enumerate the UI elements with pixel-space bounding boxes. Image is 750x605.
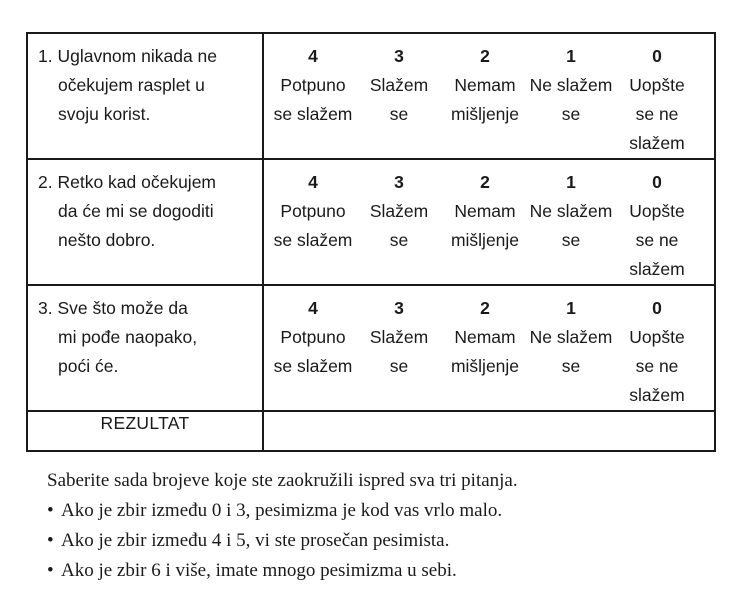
pessimism-survey-table: [26, 32, 716, 452]
option-score: 3: [394, 172, 404, 192]
option-label: Potpuno se slažem: [273, 201, 353, 250]
bullet-icon: •: [47, 500, 54, 521]
question-row: [27, 285, 715, 411]
answer-option-2[interactable]: [442, 294, 528, 410]
question-text-line: 3. Sve što može da: [38, 298, 188, 318]
answer-options-cell: [263, 159, 715, 285]
answer-option-3[interactable]: [356, 168, 442, 284]
scoring-rule-text: Ako je zbir između 0 i 3, pesimizma je kod vas vrlo malo.: [61, 500, 503, 521]
answer-option-2[interactable]: [442, 168, 528, 284]
option-label: Slažem se: [369, 201, 429, 250]
instructions-intro: Saberite sada brojeve koje ste zaokružili ispred sva tri pitanja.: [47, 470, 518, 491]
option-label: Ne slažem se: [529, 75, 613, 124]
option-label: Ne slažem se: [529, 327, 613, 376]
option-score: 0: [652, 298, 662, 318]
option-label: Slažem se: [369, 75, 429, 124]
question-text-line: svoju korist.: [58, 104, 151, 124]
option-score: 0: [652, 172, 662, 192]
scoring-rule: [47, 496, 518, 526]
question-text-line: 1. Uglavnom nikada ne: [38, 46, 217, 66]
option-score: 4: [308, 298, 318, 318]
answer-option-4[interactable]: [270, 168, 356, 284]
option-score: 1: [566, 298, 576, 318]
answer-option-0[interactable]: [614, 168, 700, 284]
option-score: 2: [480, 172, 490, 192]
option-score: 2: [480, 298, 490, 318]
answer-option-1[interactable]: [528, 168, 614, 284]
answer-options-cell: [263, 285, 715, 411]
option-label: Potpuno se slažem: [273, 327, 353, 376]
option-score: 3: [394, 46, 404, 66]
answer-option-3[interactable]: [356, 42, 442, 158]
option-label: Ne slažem se: [529, 201, 613, 250]
option-label: Uopšte se ne slažem: [629, 75, 685, 153]
bullet-icon: •: [47, 560, 54, 581]
result-label: REZULTAT: [27, 411, 263, 451]
answer-option-0[interactable]: [614, 42, 700, 158]
question-cell: [27, 33, 263, 159]
scoring-rule-text: Ako je zbir između 4 i 5, vi ste prosečan pesimista.: [61, 530, 450, 551]
answer-option-0[interactable]: [614, 294, 700, 410]
question-cell: [27, 285, 263, 411]
option-label: Potpuno se slažem: [273, 75, 353, 124]
option-label: Uopšte se ne slažem: [629, 201, 685, 279]
question-row: [27, 33, 715, 159]
answer-option-4[interactable]: [270, 294, 356, 410]
option-label: Uopšte se ne slažem: [629, 327, 685, 405]
answer-options-cell: [263, 33, 715, 159]
scoring-rule: [47, 556, 518, 586]
result-row: [27, 411, 715, 451]
question-text-line: nešto dobro.: [58, 230, 156, 250]
option-score: 0: [652, 46, 662, 66]
option-label: Nemam mišljenje: [450, 201, 520, 250]
option-score: 1: [566, 46, 576, 66]
answer-option-1[interactable]: [528, 42, 614, 158]
scoring-rule: [47, 526, 518, 556]
result-value-field[interactable]: [263, 411, 715, 451]
option-score: 1: [566, 172, 576, 192]
option-score: 3: [394, 298, 404, 318]
question-text-line: 2. Retko kad očekujem: [38, 172, 217, 192]
answer-option-4[interactable]: [270, 42, 356, 158]
answer-option-1[interactable]: [528, 294, 614, 410]
option-score: 4: [308, 46, 318, 66]
option-score: 4: [308, 172, 318, 192]
question-cell: [27, 159, 263, 285]
question-text-line: mi pođe naopako,: [58, 327, 198, 347]
bullet-icon: •: [47, 530, 54, 551]
option-label: Nemam mišljenje: [450, 75, 520, 124]
question-text-line: da će mi se dogoditi: [58, 201, 214, 221]
question-text-line: poći će.: [58, 356, 119, 376]
option-label: Slažem se: [369, 327, 429, 376]
scoring-rule-text: Ako je zbir 6 i više, imate mnogo pesimizma u sebi.: [61, 560, 457, 581]
option-score: 2: [480, 46, 490, 66]
answer-option-3[interactable]: [356, 294, 442, 410]
scoring-instructions: [47, 466, 518, 586]
question-text-line: očekujem rasplet u: [58, 75, 205, 95]
answer-option-2[interactable]: [442, 42, 528, 158]
question-row: [27, 159, 715, 285]
option-label: Nemam mišljenje: [450, 327, 520, 376]
